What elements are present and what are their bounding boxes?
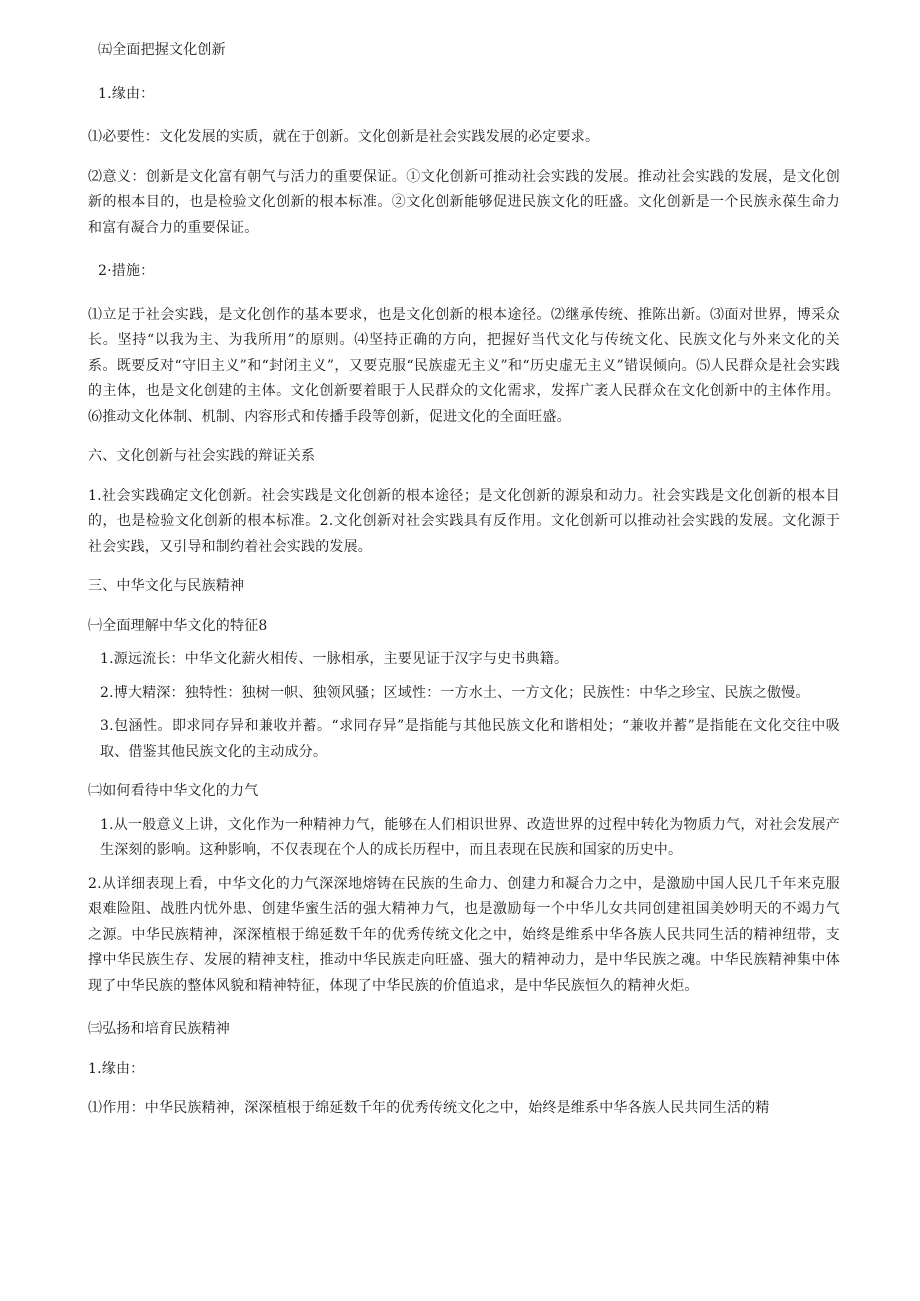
subheading-reasons-2: 1.缘由： — [88, 1060, 145, 1077]
heading-national-spirit: ㈢弘扬和培育民族精神 — [88, 1021, 230, 1037]
item-long-history: 1.源远流长：中华文化薪火相传、一脉相承，主要见证于汉字与史书典籍。 — [100, 651, 569, 667]
heading-culture-power: ㈡如何看待中华文化的力气 — [88, 783, 259, 799]
item-broad-profound: 2.博大精深：独特性：独树一帜、独领风骚；区域性：一方水土、一方文化；民族性：中华之珍宝、民族之傲慢。 — [100, 684, 810, 701]
paragraph-spirit-role: ⑴作用：中华民族精神，深深植根于绵延数千年的优秀传统文化之中，始终是维系中华各族人民共同生活的精 — [88, 1100, 770, 1116]
item-inclusiveness: 3.包涵性。即求同存异和兼收并蓄。“求同存异”是指能与其他民族文化和谐相处；“兼收并蓄”是指能在文化交往中吸取、借鉴其他民族文化的主动成分。 — [100, 718, 840, 760]
item-general-power: 1.从一般意义上讲，文化作为一种精神力气，能够在人们相识世界、改造世界的过程中转化为物质力气，对社会发展产生深刻的影响。这种影响，不仅表现在个人的成长历程中，而且表现在民族和国家的历史中。 — [100, 816, 840, 858]
heading-culture-features: ㈠全面理解中华文化的特征8 — [88, 617, 268, 634]
paragraph-dialectical-relation: 1.社会实践确定文化创新。社会实践是文化创新的根本途径；是文化创新的源泉和动力。社会实践是文化创新的根本目的，也是检验文化创新的根本标准。2.文化创新对社会实践具有反作用。文化创新可以推动社会实践的发展。文化源于社会实践，又引导和制约着社会实践的发展。 — [88, 487, 840, 555]
heading-dialectical-relation: 六、文化创新与社会实践的辩证关系 — [88, 448, 316, 464]
paragraph-necessity: ⑴必要性：文化发展的实质，就在于创新。文化创新是社会实践发展的必定要求。 — [88, 129, 600, 145]
heading-chinese-culture: 三、中华文化与民族精神 — [88, 578, 245, 594]
document-page — [88, 38, 840, 1122]
item-specific-power: 2.从详细表现上看，中华文化的力气深深地熔铸在民族的生命力、创建力和凝合力之中，是激励中国人民几千年来克服艰难险阻、战胜内忧外患、创建华蜜生活的强大精神力气，也是激励每一个中华儿女共同创建祖国美妙明天的不竭力气之源。中华民族精神，深深植根于绵延数千年的优秀传统文化之中，始终是维系中华各族人民共同生活的精神纽带，支撑中华民族生存、发展的精神支柱，推动中华民族走向旺盛、强大的精神动力，是中华民族之魂。中华民族精神集中体现了中华民族的整体风貌和精神特征，体现了中华民族的价值追求，是中华民族恒久的精神火炬。 — [88, 875, 840, 994]
paragraph-measures: ⑴立足于社会实践，是文化创作的基本要求，也是文化创新的根本途径。⑵继承传统、推陈出新。⑶面对世界，博采众长。坚持“以我为主、为我所用”的原则。⑷坚持正确的方向，把握好当代文化与传统文化、民族文化与外来文化的关系。既要反对“守旧主义”和“封闭主义”，又要克服“民族虚无主义”和“历史虚无主义”错误倾向。⑸人民群众是社会实践的主体，也是文化创建的主体。文化创新要着眼于人民群众的文化需求，发挥广袤人民群众在文化创新中的主体作用。⑹推动文化体制、机制、内容形式和传播手段等创新，促进文化的全面旺盛。 — [88, 306, 840, 425]
paragraph-significance: ⑵意义：创新是文化富有朝气与活力的重要保证。①文化创新可推动社会实践的发展。推动社会实践的发展，是文化创新的根本目的，也是检验文化创新的根本标准。②文化创新能够促进民族文化的旺盛。文化创新是一个民族永葆生命力和富有凝合力的重要保证。 — [88, 168, 840, 236]
subheading-reasons: 1.缘由： — [98, 85, 155, 102]
heading-cultural-innovation: ㈤全面把握文化创新 — [98, 42, 226, 58]
subheading-measures: 2·措施： — [98, 263, 155, 279]
